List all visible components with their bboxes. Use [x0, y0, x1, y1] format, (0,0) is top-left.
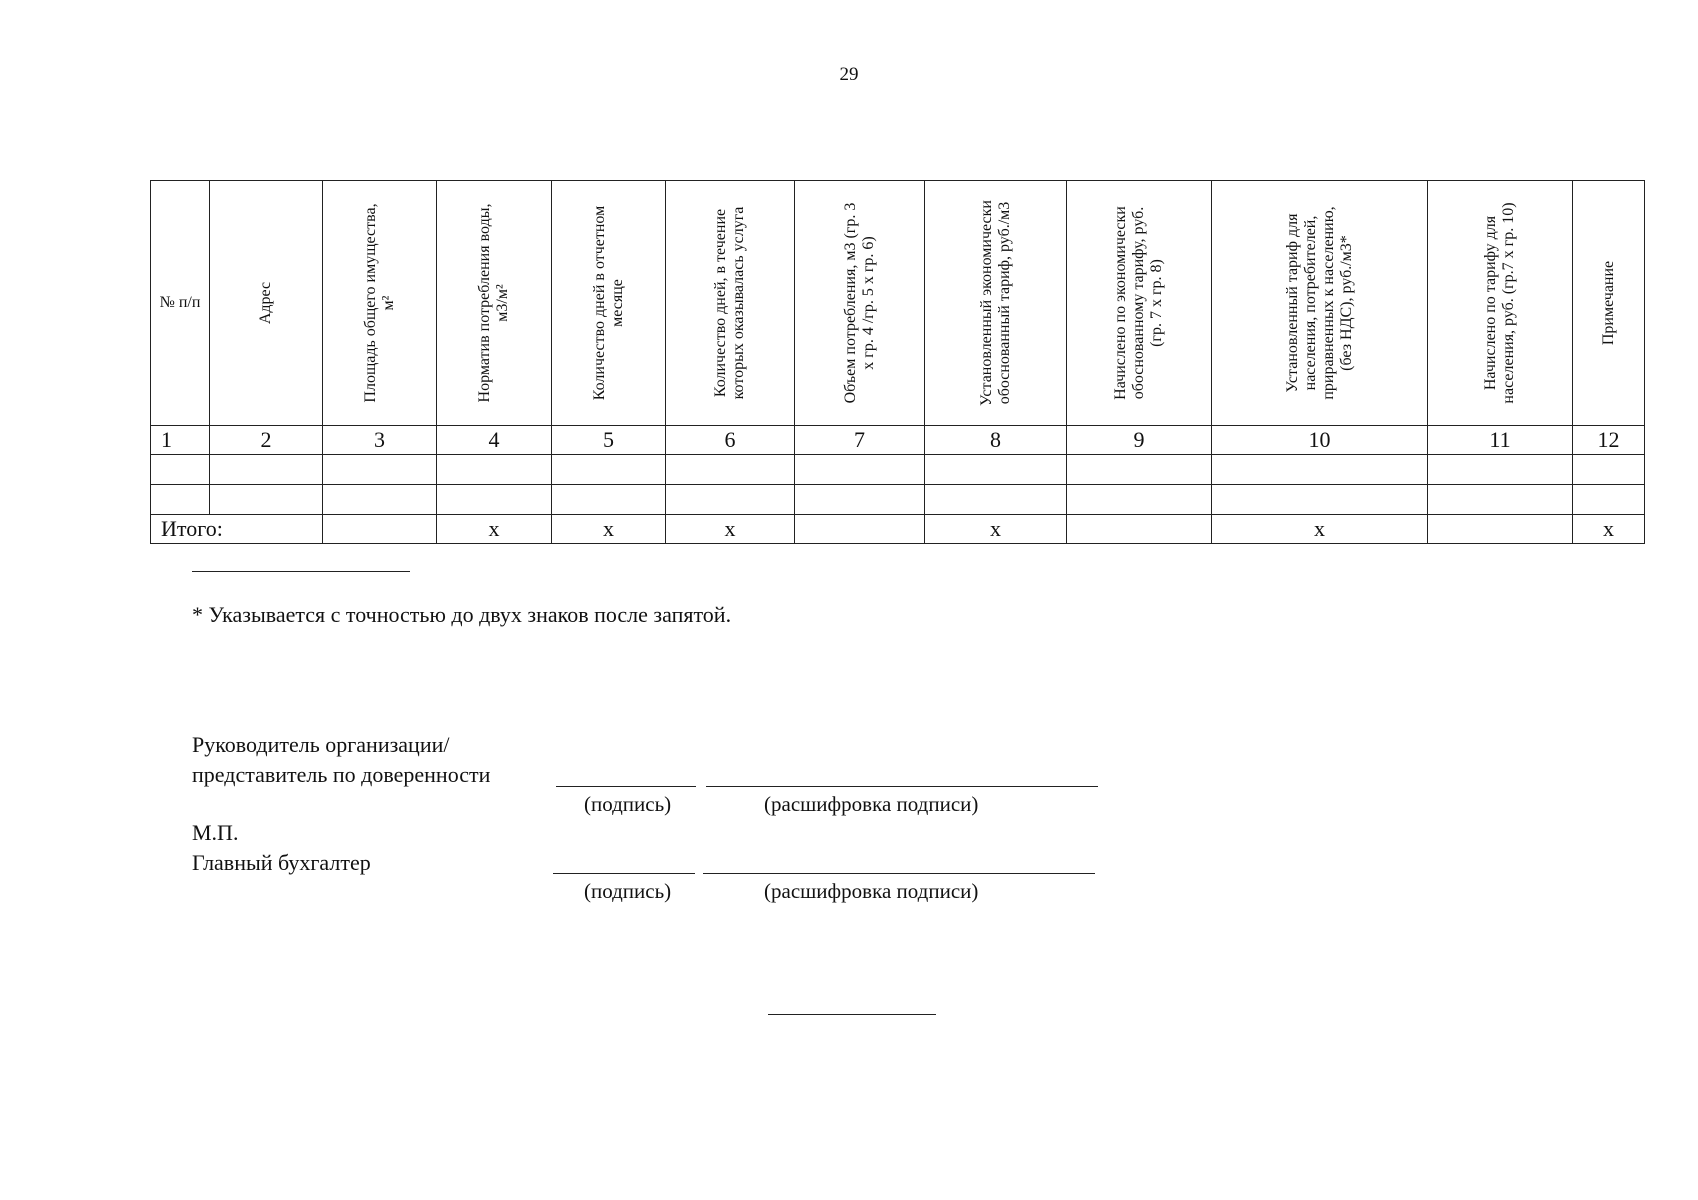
header-cell-days-month: [552, 181, 666, 426]
column-number: 3: [323, 426, 437, 455]
footnote-divider: [192, 571, 410, 572]
head-decoding-line: [706, 786, 1098, 787]
empty-cell: [210, 485, 323, 515]
total-cell: [795, 515, 925, 544]
empty-row: [151, 455, 1645, 485]
column-number: 2: [210, 426, 323, 455]
head-signature-caption: (подпись): [584, 792, 672, 816]
empty-cell: [1428, 455, 1573, 485]
header-service-days: Количество дней, в течение которых оказывалась услуга: [712, 206, 747, 400]
empty-cell: [210, 455, 323, 485]
empty-cell: [1067, 455, 1212, 485]
empty-cell: [552, 455, 666, 485]
header-population-charge: Начислено по тарифу для населения, руб. (гр.7 х гр. 10): [1482, 202, 1517, 404]
empty-cell: [666, 455, 795, 485]
stamp-label: М.П.: [192, 820, 239, 845]
page-number: 29: [839, 64, 859, 85]
empty-cell: [925, 455, 1067, 485]
accountant-signature-caption: (подпись): [584, 879, 672, 903]
column-number: 10: [1212, 426, 1428, 455]
total-cell: x: [1212, 515, 1428, 544]
head-signature-line: [556, 786, 696, 787]
accountant-title: Главный бухгалтер: [192, 850, 371, 875]
total-cell: [1067, 515, 1212, 544]
report-table: [150, 180, 1645, 544]
header-address: Адрес: [257, 281, 274, 325]
empty-cell: [795, 455, 925, 485]
empty-cell: [437, 485, 552, 515]
empty-cell: [151, 485, 210, 515]
column-number: 12: [1573, 426, 1645, 455]
empty-cell: [151, 455, 210, 485]
header-economic-charge: Начислено по экономически обоснованному тарифу, руб. (гр. 7 х гр. 8): [1112, 206, 1165, 400]
empty-cell: [552, 485, 666, 515]
header-cell-eco-tariff: [925, 181, 1067, 426]
header-cell-number: [151, 181, 210, 426]
empty-cell: [323, 485, 437, 515]
header-cell-volume: [795, 181, 925, 426]
column-number: 11: [1428, 426, 1573, 455]
header-economic-tariff: Установленный экономически обоснованный тариф, руб./м3: [977, 200, 1013, 406]
empty-cell: [1212, 485, 1428, 515]
header-cell-pop-charge: [1428, 181, 1573, 426]
total-cell: [1428, 515, 1573, 544]
header-cell-eco-charge: [1067, 181, 1212, 426]
column-number: 7: [795, 426, 925, 455]
head-title-line2: представитель по доверенности: [192, 762, 491, 787]
column-number: 5: [552, 426, 666, 455]
column-number: 4: [437, 426, 552, 455]
footnote: * Указывается с точностью до двух знаков после запятой.: [192, 602, 732, 627]
header-cell-note: [1573, 181, 1645, 426]
column-number: 6: [666, 426, 795, 455]
head-decoding-caption: (расшифровка подписи): [764, 792, 979, 816]
header-cell-norm: [437, 181, 552, 426]
header-cell-pop-tariff: [1212, 181, 1428, 426]
header-cell-days-service: [666, 181, 795, 426]
total-cell: x: [437, 515, 552, 544]
empty-cell: [925, 485, 1067, 515]
header-common-area: Площадь общего имущества, м²: [361, 203, 397, 403]
header-consumption-norm: Норматив потребления воды, м3/м²: [476, 203, 511, 403]
total-cell: [323, 515, 437, 544]
empty-cell: [1573, 485, 1645, 515]
total-cell: x: [925, 515, 1067, 544]
header-days-in-month: Количество дней в отчетном месяце: [590, 205, 626, 401]
column-number: 8: [925, 426, 1067, 455]
empty-cell: [1428, 485, 1573, 515]
accountant-decoding-caption: (расшифровка подписи): [764, 879, 979, 903]
empty-cell: [323, 455, 437, 485]
header-number: № п/п: [159, 294, 201, 311]
total-cell: x: [552, 515, 666, 544]
empty-cell: [437, 455, 552, 485]
column-number: 9: [1067, 426, 1212, 455]
header-row: [151, 181, 1645, 426]
column-number: 1: [151, 426, 210, 455]
accountant-decoding-line: [703, 873, 1095, 874]
total-row: [151, 515, 1645, 544]
header-cell-address: [210, 181, 323, 426]
empty-cell: [1067, 485, 1212, 515]
empty-cell: [1212, 455, 1428, 485]
empty-row: [151, 485, 1645, 515]
column-number-row: [151, 426, 1645, 455]
head-title-line1: Руководитель организации/: [192, 732, 450, 757]
empty-cell: [795, 485, 925, 515]
total-label: Итого:: [151, 515, 323, 544]
header-consumption-volume: Объем потребления, м3 (гр. 3 х гр. 4 /гр. 5 х гр. 6): [841, 202, 877, 404]
end-divider: [768, 1014, 936, 1015]
header-population-tariff: Установленный тариф для населения, потребителей, приравненных к населению, (без НДС), руб./м3*: [1283, 206, 1355, 400]
total-cell: x: [1573, 515, 1645, 544]
total-cell: x: [666, 515, 795, 544]
header-note: Примечание: [1599, 260, 1617, 346]
accountant-signature-line: [553, 873, 695, 874]
empty-cell: [666, 485, 795, 515]
empty-cell: [1573, 455, 1645, 485]
header-cell-area: [323, 181, 437, 426]
